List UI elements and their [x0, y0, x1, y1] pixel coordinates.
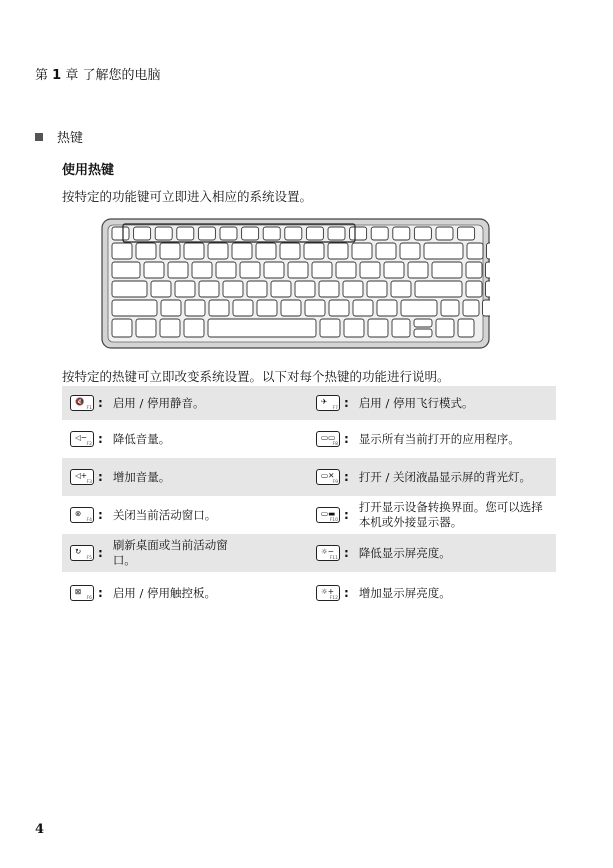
keyboard-key — [160, 319, 180, 337]
key-glyph: ⊗ — [75, 509, 82, 518]
key-fn-label: F9 — [332, 480, 338, 485]
function-key-icon — [70, 545, 94, 561]
hotkey-cell — [309, 458, 556, 496]
hotkey-text: 关闭当前活动窗口。 — [112, 507, 217, 522]
keyboard-key — [328, 243, 348, 259]
hotkey-cell — [62, 386, 309, 420]
keyboard-key — [199, 281, 219, 297]
hotkey-text: 打开显示设备转换界面。您可以选择本机或外接显示器。 — [358, 500, 543, 529]
keyboard-key — [112, 319, 132, 337]
keyboard-key — [463, 300, 479, 316]
keyboard-key — [177, 227, 194, 240]
hotkey-text: 启用 / 停用飞行模式。 — [358, 395, 474, 410]
keyboard-key — [271, 281, 291, 297]
key-fn-label: F5 — [86, 556, 92, 561]
keyboard-key — [486, 281, 491, 297]
keyboard-key — [161, 300, 181, 316]
key-glyph: ◁− — [75, 433, 88, 442]
key-fn-label: F3 — [86, 480, 92, 485]
keyboard-key — [240, 262, 260, 278]
colon-separator: : — [98, 586, 103, 600]
keyboard-key — [436, 227, 453, 240]
keyboard-key — [184, 243, 204, 259]
keyboard-key — [336, 262, 356, 278]
function-key-icon — [316, 431, 340, 447]
colon-separator: : — [344, 396, 349, 410]
key-glyph: ✈ — [321, 397, 328, 406]
keyboard-key — [208, 319, 316, 337]
section-heading — [35, 127, 83, 146]
key-fn-label: F11 — [329, 556, 338, 561]
keyboard-key — [487, 243, 491, 259]
table-row — [62, 534, 556, 572]
keyboard-key — [376, 243, 396, 259]
function-key-icon — [316, 585, 340, 601]
keyboard-key — [209, 300, 229, 316]
keyboard-key — [377, 300, 397, 316]
keyboard-key — [319, 281, 339, 297]
key-fn-label: F10 — [329, 518, 338, 523]
keyboard-key — [344, 319, 364, 337]
keyboard-key — [486, 262, 491, 278]
keyboard-key — [400, 243, 420, 259]
subsection-title: 使用热键 — [62, 163, 115, 178]
keyboard-key — [295, 281, 315, 297]
table-row — [62, 386, 556, 420]
keyboard-key — [151, 281, 171, 297]
hotkey-text: 显示所有当前打开的应用程序。 — [358, 431, 520, 446]
keyboard-key — [350, 227, 367, 240]
keyboard-key — [281, 300, 301, 316]
key-fn-label: F2 — [86, 442, 92, 447]
keyboard-key — [216, 262, 236, 278]
key-glyph: 🔇 — [75, 397, 85, 406]
colon-separator: : — [98, 432, 103, 446]
keyboard-key — [160, 243, 180, 259]
keyboard-key — [467, 243, 483, 259]
keyboard-key — [408, 262, 428, 278]
keyboard-key — [368, 319, 388, 337]
function-key-icon — [70, 469, 94, 485]
hotkey-text: 增加显示屏亮度。 — [358, 585, 451, 600]
keyboard-key — [392, 319, 410, 337]
colon-separator: : — [98, 546, 103, 560]
keyboard-key — [360, 262, 380, 278]
keyboard-key — [304, 243, 324, 259]
keyboard-key — [208, 243, 228, 259]
keyboard-key — [168, 262, 188, 278]
key-glyph: ◁+ — [75, 471, 88, 480]
keyboard-key — [136, 243, 156, 259]
table-row — [62, 420, 556, 458]
function-key-icon — [70, 431, 94, 447]
keyboard-key — [198, 227, 215, 240]
keyboard-key — [343, 281, 363, 297]
hotkey-text: 启用 / 停用静音。 — [112, 395, 205, 410]
keyboard-key — [144, 262, 164, 278]
keyboard-key — [415, 281, 462, 297]
hotkey-description: 按特定的热键可立即改变系统设置。以下对每个热键的功能进行说明。 — [62, 369, 450, 384]
keyboard-key — [483, 300, 491, 316]
keyboard-key — [352, 243, 372, 259]
keyboard-key — [414, 227, 431, 240]
hotkey-cell — [62, 458, 309, 496]
colon-separator: : — [98, 508, 103, 522]
keyboard-key — [223, 281, 243, 297]
keyboard-key — [285, 227, 302, 240]
keyboard-key — [175, 281, 195, 297]
keyboard-key — [112, 300, 157, 316]
keyboard-key — [134, 227, 151, 240]
hotkey-text: 降低音量。 — [112, 431, 171, 446]
keyboard-key — [329, 300, 349, 316]
keyboard-key — [264, 262, 284, 278]
hotkey-cell — [309, 496, 556, 534]
keyboard-key — [112, 227, 129, 240]
keyboard-key — [232, 243, 252, 259]
keyboard-key — [112, 281, 147, 297]
hotkey-cell — [62, 534, 309, 572]
function-key-icon — [316, 395, 340, 411]
keyboard-key — [112, 262, 140, 278]
keyboard-key — [458, 319, 474, 337]
hotkey-cell — [309, 420, 556, 458]
page-number: 4 — [35, 822, 45, 837]
hotkey-text: 增加音量。 — [112, 469, 171, 484]
keyboard-key — [371, 227, 388, 240]
key-fn-label: F7 — [332, 406, 338, 411]
key-glyph: ▭▭ — [321, 433, 336, 442]
key-glyph: ↻ — [75, 547, 82, 556]
keyboard-key — [391, 281, 411, 297]
keyboard-illustration — [101, 218, 490, 349]
keyboard-key — [247, 281, 267, 297]
hotkey-table — [62, 386, 556, 614]
keyboard-key — [441, 300, 459, 316]
hotkey-cell — [309, 534, 556, 572]
keyboard-key — [384, 262, 404, 278]
keyboard-key — [256, 243, 276, 259]
keyboard-key — [393, 227, 410, 240]
colon-separator: : — [344, 508, 349, 522]
table-row — [62, 572, 556, 614]
function-key-icon — [70, 507, 94, 523]
colon-separator: : — [98, 470, 103, 484]
keyboard-key — [466, 262, 482, 278]
key-fn-label: F4 — [86, 518, 92, 523]
keyboard-key — [432, 262, 462, 278]
keyboard-key — [466, 281, 482, 297]
hotkey-cell — [62, 496, 309, 534]
key-glyph: ☼+ — [321, 587, 335, 596]
hotkey-cell — [309, 386, 556, 420]
keyboard-key — [414, 319, 432, 327]
hotkey-text: 降低显示屏亮度。 — [358, 545, 451, 560]
hotkey-cell — [62, 572, 309, 614]
hotkey-text: 刷新桌面或当前活动窗口。 — [112, 538, 228, 567]
table-row — [62, 458, 556, 496]
hotkey-cell — [62, 420, 309, 458]
section-title: 热键 — [57, 131, 84, 146]
key-fn-label: F1 — [86, 406, 92, 411]
keyboard-key — [414, 329, 432, 337]
keyboard-key — [155, 227, 172, 240]
key-fn-label: F12 — [329, 596, 338, 601]
function-key-icon — [70, 585, 94, 601]
keyboard-key — [257, 300, 277, 316]
chapter-header: 第 1 章 了解您的电脑 — [35, 68, 161, 83]
keyboard-key — [306, 227, 323, 240]
keyboard-key — [353, 300, 373, 316]
key-glyph: ▭▬ — [321, 509, 336, 518]
table-row — [62, 496, 556, 534]
colon-separator: : — [344, 432, 349, 446]
colon-separator: : — [344, 546, 349, 560]
keyboard-key — [184, 319, 204, 337]
key-fn-label: F6 — [86, 596, 92, 601]
keyboard-key — [458, 227, 475, 240]
keyboard-key — [328, 227, 345, 240]
keyboard-key — [280, 243, 300, 259]
keyboard-key — [192, 262, 212, 278]
function-key-icon — [316, 507, 340, 523]
colon-separator: : — [98, 396, 103, 410]
hotkey-text: 启用 / 停用触控板。 — [112, 585, 216, 600]
square-bullet-icon — [35, 133, 43, 141]
keyboard-key — [424, 243, 463, 259]
keyboard-key — [220, 227, 237, 240]
keyboard-key — [288, 262, 308, 278]
function-key-icon — [316, 545, 340, 561]
key-glyph: ☼− — [321, 547, 335, 556]
colon-separator: : — [344, 470, 349, 484]
key-glyph: ⊠ — [75, 587, 82, 596]
keyboard-key — [367, 281, 387, 297]
keyboard-key — [312, 262, 332, 278]
keyboard-key — [263, 227, 280, 240]
function-key-icon — [70, 395, 94, 411]
key-glyph: ▭✕ — [321, 471, 335, 480]
keyboard-key — [233, 300, 253, 316]
function-key-icon — [316, 469, 340, 485]
keyboard-key — [185, 300, 205, 316]
keyboard-key — [305, 300, 325, 316]
keyboard-key — [436, 319, 454, 337]
keyboard-key — [401, 300, 437, 316]
keyboard-key — [320, 319, 340, 337]
keyboard-key — [136, 319, 156, 337]
keyboard-key — [242, 227, 259, 240]
hotkey-text: 打开 / 关闭液晶显示屏的背光灯。 — [358, 469, 531, 484]
hotkey-cell — [309, 572, 556, 614]
intro-text: 按特定的功能键可立即进入相应的系统设置。 — [62, 189, 313, 204]
colon-separator: : — [344, 586, 349, 600]
key-fn-label: F8 — [332, 442, 338, 447]
keyboard-key — [112, 243, 132, 259]
